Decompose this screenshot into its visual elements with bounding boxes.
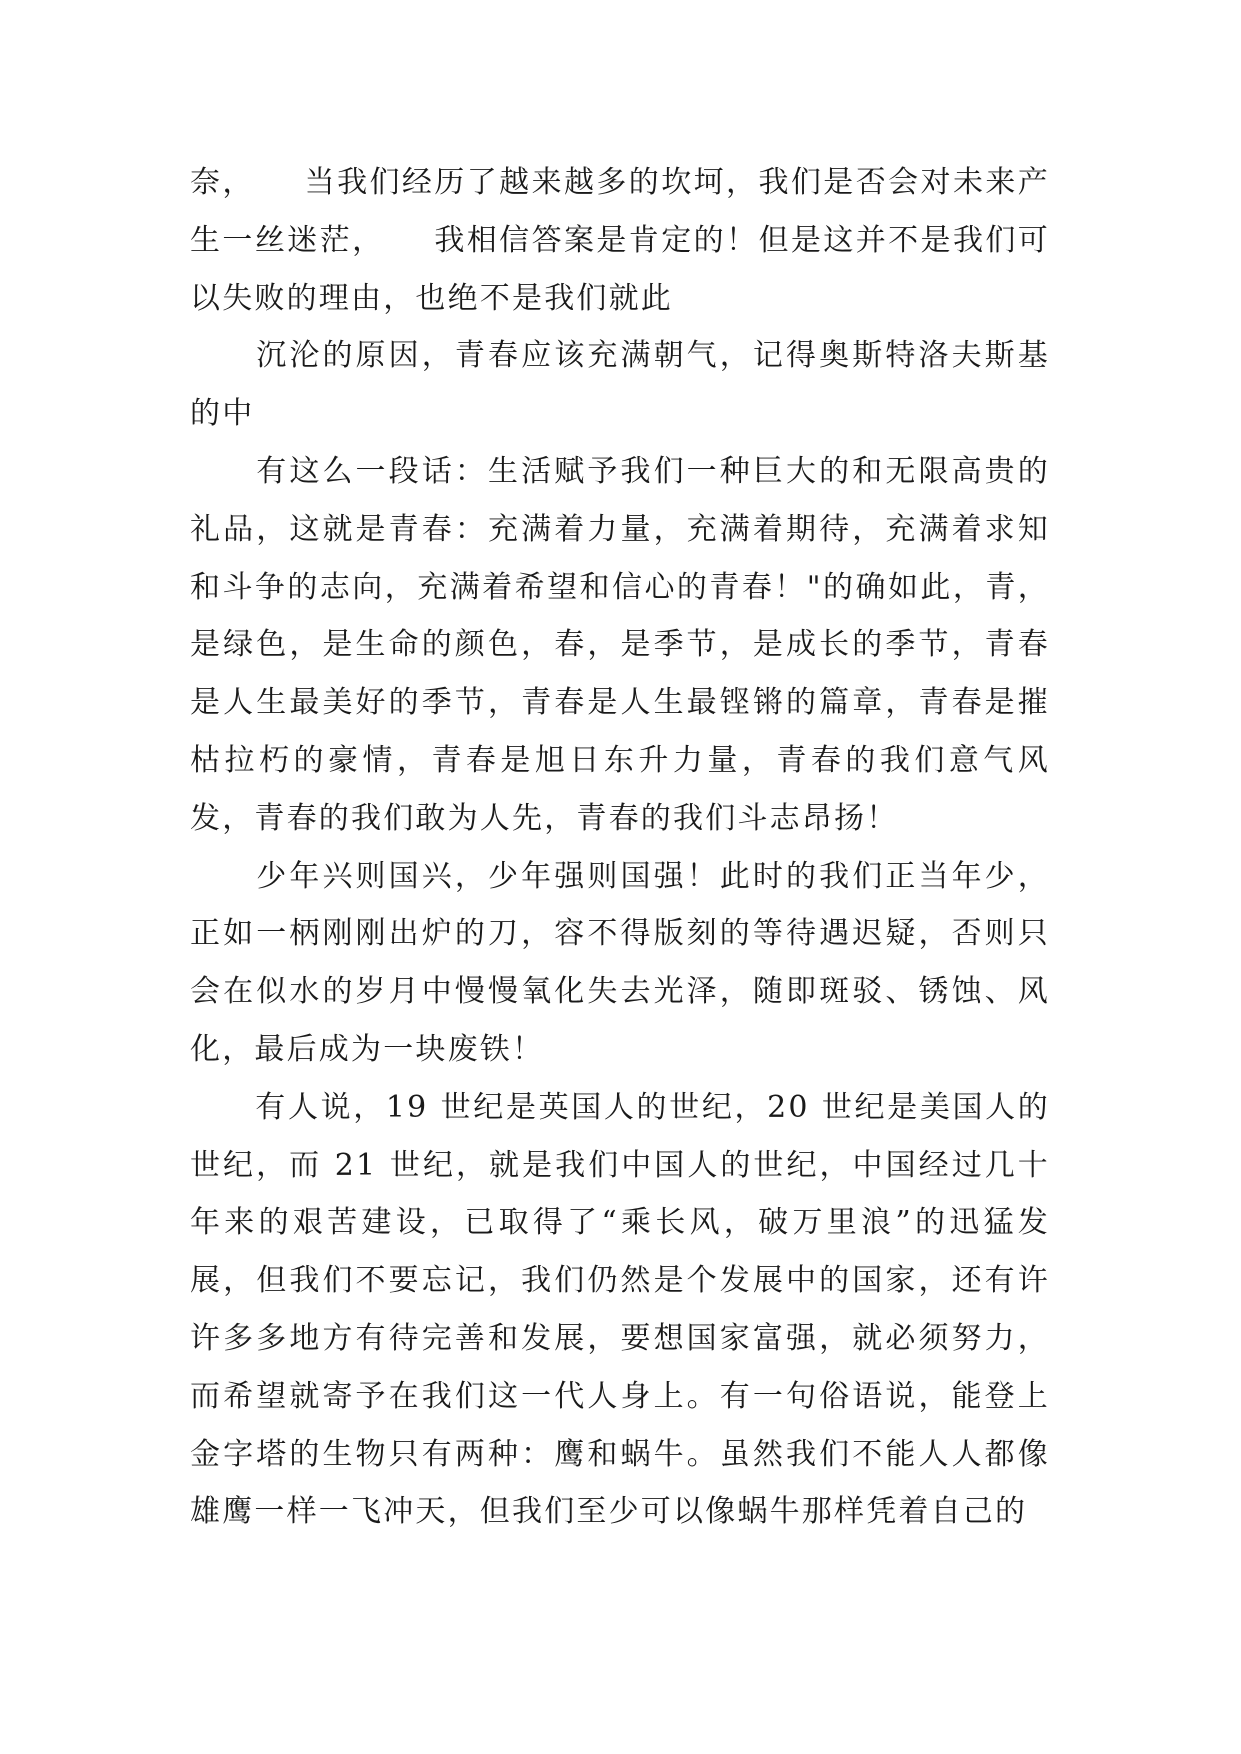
- paragraph-4: 少年兴则国兴，少年强则国强！此时的我们正当年少，正如一柄刚刚出炉的刀，容不得版刻的等待遇迟疑，否则只会在似水的岁月中慢慢氧化失去光泽，随即斑驳、锈蚀、风化，最后成为一块废铁！: [190, 858, 1050, 1067]
- paragraph-5: 有人说，19 世纪是英国人的世纪，20 世纪是美国人的世纪，而 21 世纪，就是我们中国人的世纪，中国经过几十年来的艰苦建设，已取得了“乘长风，破万里浪”的迅猛发展，但我们不要忘记，我们仍然是个发展中的国家，还有许许多多地方有待完善和发展，要想国家富强，就必须努力，而希望就寄予在我们这一代人身上。有一句俗语说，能登上金字塔的生物只有两种：鹰和蜗牛。虽然我们不能人人都像雄鹰一样一飞冲天，但我们至少可以像蜗牛那样凭着自己的: [190, 1089, 1050, 1530]
- body-text: [190, 154, 1050, 1541]
- paragraph-2: 沉沦的原因，青春应该充满朝气，记得奥斯特洛夫斯基的中: [190, 338, 1050, 432]
- paragraph-1: 奈， 当我们经历了越来越多的坎坷，我们是否会对未来产生一丝迷茫， 我相信答案是肯定的！但是这并不是我们可以失败的理由，也绝不是我们就此: [190, 165, 1050, 316]
- paragraph-3: 有这么一段话：生活赋予我们一种巨大的和无限高贵的礼品，这就是青春：充满着力量，充满着期待，充满着求知和斗争的志向，充满着希望和信心的青春！"的确如此，青，是绿色，是生命的颜色，春，是季节，是成长的季节，青春是人生最美好的季节，青春是人生最铿锵的篇章，青春是摧枯拉朽的豪情，青春是旭日东升力量，青春的我们意气风发，青春的我们敢为人先，青春的我们斗志昂扬！: [190, 453, 1050, 836]
